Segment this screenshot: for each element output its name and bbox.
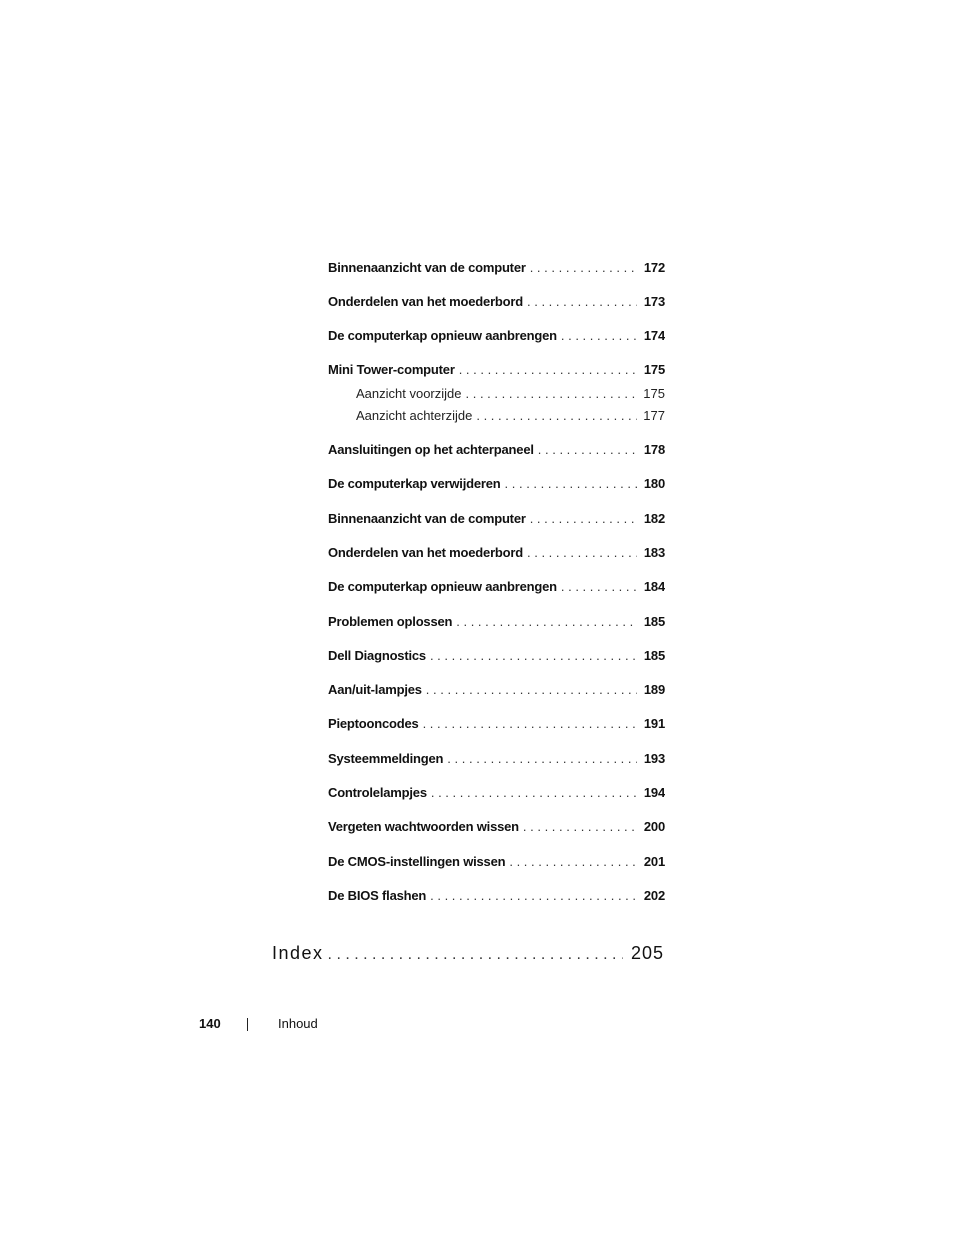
- toc-entry[interactable]: [328, 613, 665, 631]
- toc-entry-page: 185: [643, 648, 665, 663]
- toc-entry-label: Aanzicht achterzijde: [356, 408, 473, 423]
- toc-dot-leader: [505, 475, 637, 493]
- toc-entry-label: De CMOS-instellingen wissen: [328, 854, 506, 869]
- toc-entry[interactable]: [328, 475, 665, 493]
- toc-dot-leader: [561, 327, 637, 345]
- toc-entry-label: Aanzicht voorzijde: [356, 386, 462, 401]
- toc-dot-leader: [527, 293, 637, 311]
- toc-entry-page: 202: [643, 888, 665, 903]
- toc-entry-label: Onderdelen van het moederbord: [328, 545, 524, 560]
- toc-entry-label: Aansluitingen op het achterpaneel: [328, 442, 534, 457]
- toc-entry[interactable]: [328, 681, 665, 699]
- toc-entry-page: 191: [643, 716, 665, 731]
- toc-entry-label: De computerkap opnieuw aanbrengen: [328, 579, 557, 594]
- toc-entry-page: 177: [643, 408, 665, 423]
- toc-entry-page: 172: [643, 260, 665, 275]
- toc-entry-page: 178: [643, 442, 665, 457]
- toc-dot-leader: [527, 544, 637, 562]
- toc-dot-leader: [426, 681, 637, 699]
- toc-subentry[interactable]: [356, 385, 665, 403]
- toc-entry[interactable]: [328, 818, 665, 836]
- toc-dot-leader: [328, 943, 623, 965]
- toc-entry-page: 205: [630, 943, 664, 963]
- toc-dot-leader: [476, 407, 637, 425]
- toc-dot-leader: [430, 647, 637, 665]
- toc-entry-page: 180: [643, 476, 665, 491]
- toc-entry[interactable]: [328, 853, 665, 871]
- toc-entry[interactable]: [328, 441, 665, 459]
- toc-dot-leader: [523, 818, 637, 836]
- page-footer: [0, 1013, 954, 1035]
- toc-entry-page: 193: [643, 751, 665, 766]
- toc-entry-label: Mini Tower-computer: [328, 362, 455, 377]
- toc-dot-leader: [509, 853, 637, 871]
- toc-entry-page: 185: [643, 614, 665, 629]
- toc-entry[interactable]: [328, 578, 665, 596]
- footer-section-title: Inhoud: [278, 1016, 318, 1031]
- toc-entry[interactable]: [328, 327, 665, 345]
- toc-entry-label: Index: [272, 943, 324, 963]
- toc-entry[interactable]: [328, 647, 665, 665]
- toc-entry-page: 194: [643, 785, 665, 800]
- toc-entry-label: De BIOS flashen: [328, 888, 427, 903]
- toc-entry-label: Onderdelen van het moederbord: [328, 294, 524, 309]
- toc-entry[interactable]: [328, 361, 665, 379]
- toc-chapter-index[interactable]: [272, 941, 664, 965]
- toc-dot-leader: [466, 385, 638, 403]
- toc-entry-page: 184: [643, 579, 665, 594]
- toc-entry-label: Dell Diagnostics: [328, 648, 426, 663]
- toc-entry-label: De computerkap opnieuw aanbrengen: [328, 328, 557, 343]
- toc-entry[interactable]: [328, 715, 665, 733]
- toc-entry-page: 201: [643, 854, 665, 869]
- toc-dot-leader: [459, 361, 637, 379]
- toc-dot-leader: [456, 613, 637, 631]
- toc-entry-page: 174: [643, 328, 665, 343]
- toc-entry-label: Problemen oplossen: [328, 614, 453, 629]
- toc-entry-label: Pieptooncodes: [328, 716, 419, 731]
- toc-entry-label: Vergeten wachtwoorden wissen: [328, 819, 519, 834]
- toc-dot-leader: [447, 750, 637, 768]
- toc-entry-label: Binnenaanzicht van de computer: [328, 260, 526, 275]
- toc-entry-label: Binnenaanzicht van de computer: [328, 511, 526, 526]
- toc-entry-label: De computerkap verwijderen: [328, 476, 501, 491]
- toc-entry-page: 182: [643, 511, 665, 526]
- toc-dot-leader: [530, 259, 637, 277]
- toc-entry-page: 189: [643, 682, 665, 697]
- toc-entry[interactable]: [328, 259, 665, 277]
- toc-dot-leader: [530, 510, 637, 528]
- toc-entry-page: 175: [643, 362, 665, 377]
- toc-dot-leader: [538, 441, 637, 459]
- toc-entry[interactable]: [328, 750, 665, 768]
- toc-entry[interactable]: [328, 544, 665, 562]
- toc-entry-label: Aan/uit-lampjes: [328, 682, 422, 697]
- toc-entry-page: 183: [643, 545, 665, 560]
- toc-entry-page: 175: [643, 386, 665, 401]
- toc-dot-leader: [430, 887, 637, 905]
- toc-dot-leader: [431, 784, 637, 802]
- toc-subentry[interactable]: [356, 407, 665, 425]
- toc-entry-page: 173: [643, 294, 665, 309]
- toc-entry-page: 200: [643, 819, 665, 834]
- toc-entry[interactable]: [328, 510, 665, 528]
- toc-dot-leader: [561, 578, 637, 596]
- footer-separator: [247, 1018, 248, 1031]
- toc-entry-label: Controlelampjes: [328, 785, 427, 800]
- toc-entry[interactable]: [328, 784, 665, 802]
- toc-entry[interactable]: [328, 887, 665, 905]
- toc-entry-label: Systeemmeldingen: [328, 751, 444, 766]
- footer-page-number: 140: [199, 1016, 221, 1031]
- toc-entry[interactable]: [328, 293, 665, 311]
- toc-dot-leader: [423, 715, 637, 733]
